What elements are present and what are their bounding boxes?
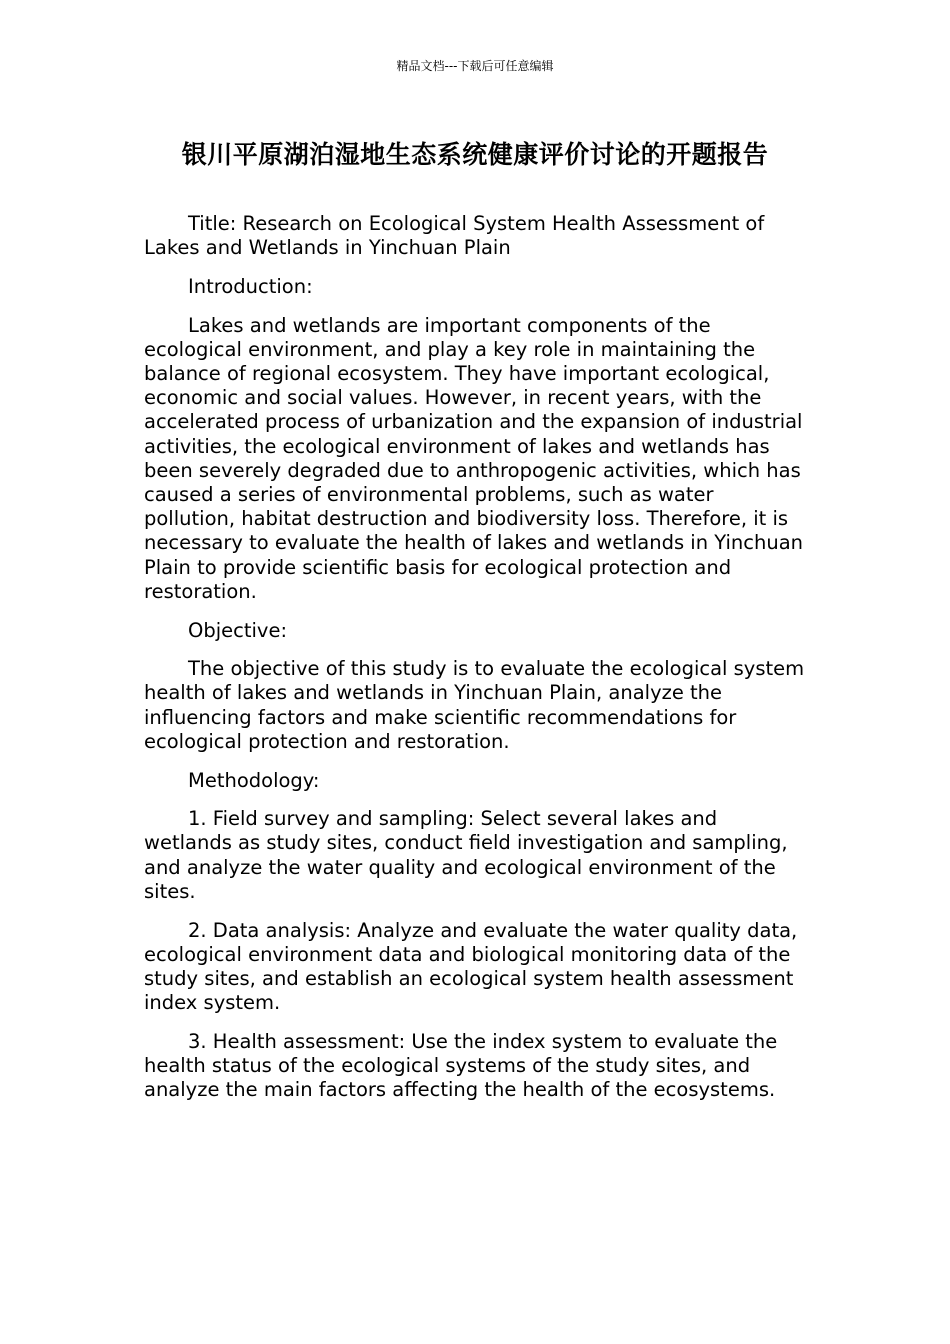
introduction-paragraph: Lakes and wetlands are important components of the ecological environment, and play a key role in maintaining the balance of regional ecosystem. They have important ecological, economic and social values. However, in recent years, with the accelerated process of urbanization and the expansion of industrial activities, the ecological environment of lakes and wetlands has been severely degraded due to anthropogenic activities, which has caused a series of environmental problems, such as water pollution, habitat destruction and biodiversity loss. Therefore, it is necessary to evaluate the health of lakes and wetlands in Yinchuan Plain to provide scientific basis for ecological protection and restoration. (144, 313, 804, 603)
methodology-item-3: 3. Health assessment: Use the index system to evaluate the health status of the ecological systems of the study sites, and analyze the main factors affecting the health of the ecosystems. (144, 1029, 778, 1102)
objective-paragraph: The objective of this study is to evaluate the ecological system health of lakes and wetlands in Yinchuan Plain, analyze the influencing factors and make scientific recommendations for ecological protection and restoration. (144, 657, 805, 753)
title-paragraph: Title: Research on Ecological System Health Assessment of Lakes and Wetlands in Yinchuan Plain (144, 212, 765, 260)
document-body (144, 212, 808, 1117)
objective-heading: Objective: (188, 618, 288, 642)
methodology-heading: Methodology: (188, 768, 320, 792)
methodology-item-1: 1. Field survey and sampling: Select several lakes and wetlands as study sites, conduct field investigation and sampling, and analyze the water quality and ecological environment of the sites. (144, 807, 788, 903)
introduction-heading: Introduction: (188, 274, 313, 298)
header-note: 精品文档---下载后可任意编辑 (396, 59, 554, 73)
document-title: 银川平原湖泊湿地生态系统健康评价讨论的开题报告 (181, 140, 769, 169)
methodology-item-2: 2. Data analysis: Analyze and evaluate the water quality data, ecological environment data and biological monitoring data of the study sites, and establish an ecological system health assessment index system. (144, 918, 798, 1015)
